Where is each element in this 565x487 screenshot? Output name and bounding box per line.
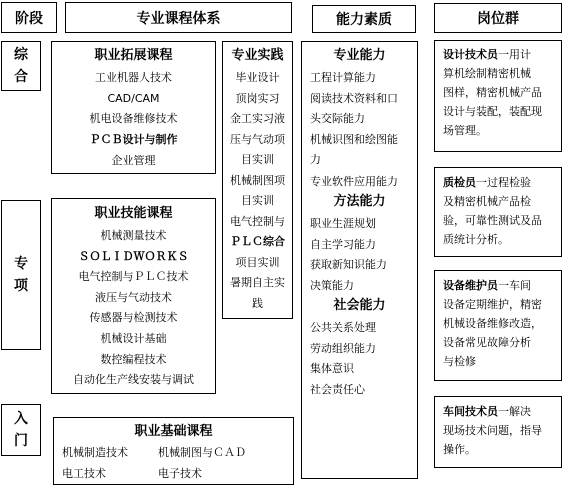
practice-line: ＰＬＣ综合	[230, 235, 285, 248]
basic-courses-title: 职业基础课程	[134, 424, 213, 439]
job-desc-line: 设备定期维护，精密	[443, 298, 542, 311]
professional-ability-title: 专业能力	[333, 48, 386, 63]
method-ability-line: 获取新知识能力	[310, 258, 387, 271]
stage-entry-char-2: 门	[14, 433, 28, 449]
skill-course-item: 自动化生产线安装与调试	[73, 373, 194, 386]
practice-line: 金工实习液	[230, 112, 285, 125]
stage-specialty-char-1: 专	[14, 256, 28, 272]
stage-specialty-char-2: 项	[14, 278, 28, 294]
skill-course-item: 数控编程技术	[100, 353, 167, 366]
practice-line: 压与气动项	[230, 133, 285, 146]
stage-entry	[1, 404, 41, 456]
job-text	[443, 276, 555, 371]
method-ability-line: 职业生涯规划	[310, 217, 376, 230]
extension-course-item: 工业机器人技术	[95, 71, 172, 84]
practice-line: 目实训	[241, 153, 274, 166]
job-desc-line: 质统计分析。	[443, 233, 509, 246]
professional-ability-line: 机械识图和绘图能	[310, 133, 398, 146]
skill-courses-title: 职业技能课程	[94, 206, 173, 221]
skill-course-item: 液压与气动技术	[95, 291, 172, 304]
basic-course-item: 电工技术	[62, 467, 106, 480]
professional-ability-line: 阅读技术资料和口	[310, 92, 398, 105]
job-desc-line: 操作。	[443, 443, 476, 456]
job-desc-line: 设备常见故障分析	[443, 336, 531, 349]
job-card-inspector	[434, 167, 562, 257]
skill-course-item: 电气控制与ＰＬＣ技术	[78, 270, 189, 283]
stage-entry-char-1: 入	[14, 411, 28, 427]
professional-ability-line: 力	[310, 153, 321, 166]
practice-line: 电气控制与	[230, 215, 285, 228]
practice-box	[222, 41, 293, 319]
practice-line: 毕业设计	[235, 71, 280, 84]
job-desc-line: 及精密机械产品检	[443, 195, 531, 208]
basic-course-item: 机械制图与ＣＡＤ	[158, 446, 246, 459]
extension-courses-box	[51, 41, 216, 174]
header-curriculum: 专业课程体系	[65, 2, 292, 33]
job-desc-line: 场管理。	[443, 124, 487, 137]
practice-line: 项目实训	[235, 256, 280, 269]
job-desc-line: 设计与装配，装配现	[443, 105, 542, 118]
header-stage: 阶段	[1, 2, 57, 33]
extension-course-item: 企业管理	[111, 154, 156, 167]
method-ability-title: 方法能力	[333, 194, 386, 209]
skill-courses-box	[51, 198, 216, 394]
practice-line: 顶岗实习	[235, 92, 280, 105]
skill-course-item: 机械设计基础	[100, 332, 167, 345]
job-desc-line: 现场技术问题，指导	[443, 424, 542, 437]
extension-course-item: CAD/CAM	[107, 92, 160, 105]
basic-course-item: 机械制造技术	[62, 446, 128, 459]
extension-courses-title: 职业拓展课程	[94, 48, 173, 63]
header-jobs: 岗位群	[434, 3, 562, 33]
job-desc-line: 验，可靠性测试及品	[443, 214, 542, 227]
abilities-box	[301, 41, 418, 479]
job-title: 车间技术员	[443, 405, 498, 418]
job-title: 质检员	[443, 176, 476, 189]
professional-ability-line: 专业软件应用能力	[310, 175, 398, 188]
job-title: 设计技术员	[443, 48, 498, 61]
job-title: 设备维护员	[443, 279, 498, 292]
professional-ability-line: 头交际能力	[310, 112, 365, 125]
job-desc-line: 一解决	[498, 405, 531, 418]
job-desc-line: 一用计	[498, 48, 531, 61]
job-text	[443, 173, 555, 249]
professional-ability-line: 工程计算能力	[310, 71, 376, 84]
social-ability-line: 公共关系处理	[310, 321, 376, 334]
social-ability-line: 社会责任心	[310, 383, 365, 396]
extension-course-item: 机电设备维修技术	[89, 112, 178, 125]
job-desc-line: 一过程检验	[476, 176, 531, 189]
practice-line: 暑期自主实	[230, 276, 285, 289]
stage-comprehensive-char-2: 合	[14, 69, 28, 85]
skill-course-item: 机械测量技术	[100, 229, 167, 242]
stage-comprehensive	[1, 41, 41, 91]
social-ability-line: 集体意识	[310, 362, 354, 375]
method-ability-line: 决策能力	[310, 279, 354, 292]
practice-line: 目实训	[241, 194, 274, 207]
social-ability-line: 劳动组织能力	[310, 342, 376, 355]
job-desc-line: 与检修	[443, 355, 476, 368]
job-desc-line: 图样，精密机械产品	[443, 86, 542, 99]
job-card-designer	[434, 40, 562, 152]
job-text	[443, 402, 555, 459]
practice-line: 机械制图项	[230, 174, 285, 187]
basic-course-item: 电子技术	[158, 467, 202, 480]
method-ability-line: 自主学习能力	[310, 238, 376, 251]
stage-comprehensive-char-1: 综	[14, 47, 28, 63]
stage-specialty	[1, 200, 41, 350]
extension-course-item: ＰＣＢ设计与制作	[89, 133, 178, 146]
job-desc-line: 机械设备维修改造，	[443, 317, 542, 330]
job-text	[443, 45, 555, 140]
job-card-maintainer	[434, 270, 562, 381]
social-ability-title: 社会能力	[333, 298, 386, 313]
header-abilities: 能力素质	[312, 5, 416, 33]
job-desc-line: 一车间	[498, 279, 531, 292]
basic-courses-box	[53, 417, 294, 485]
practice-title: 专业实践	[231, 48, 284, 63]
job-desc-line: 算机绘制精密机械	[443, 67, 531, 80]
skill-course-item: 传感器与检测技术	[89, 311, 178, 324]
practice-line: 践	[252, 297, 263, 310]
job-card-workshop-tech	[434, 396, 562, 468]
skill-course-item: ＳＯＬＩＤＷＯＲＫＳ	[78, 250, 189, 263]
